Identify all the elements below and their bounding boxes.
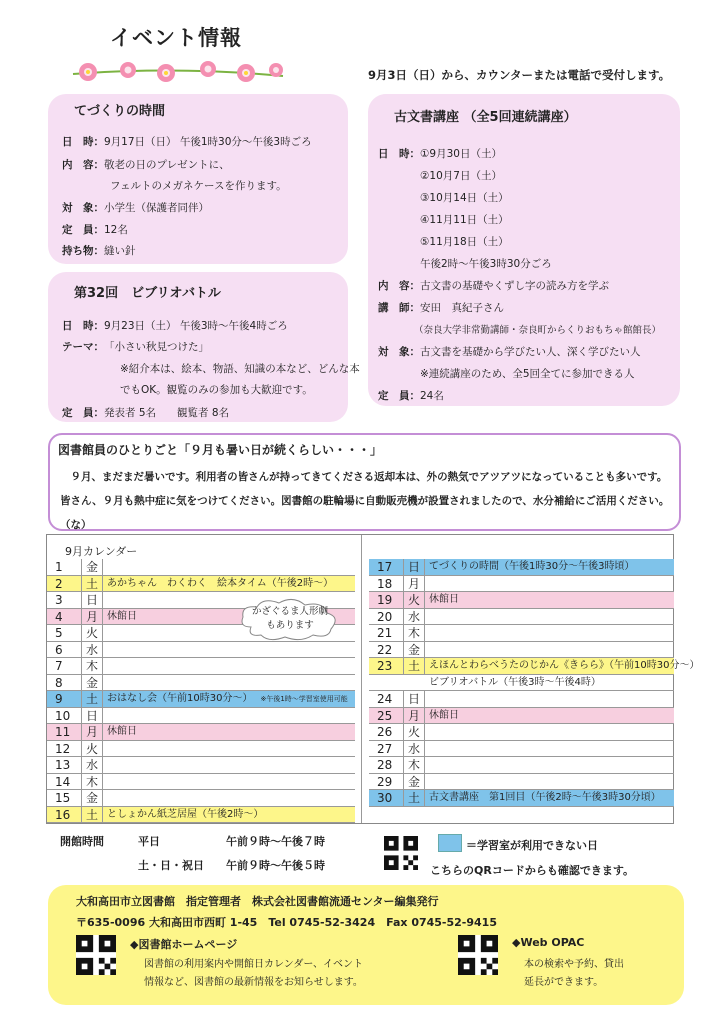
cosmos-flowers-decoration xyxy=(68,56,288,86)
calendar-day-number: 9 xyxy=(55,692,63,706)
calendar-day-number: 29 xyxy=(377,774,393,789)
calendar-day-number: 13 xyxy=(55,758,71,772)
hours-label: 開館時間 xyxy=(60,835,104,848)
komonjo-label: 講 師： xyxy=(378,302,420,314)
hours-weekday: 平日 xyxy=(138,835,160,848)
cloud-callout-text: かざぐるま人形劇 もあります xyxy=(251,606,328,631)
calendar-weekday: 木 xyxy=(81,774,103,790)
tezukuri-value: フェルトのメガネケースを作ります。 xyxy=(110,180,287,192)
hours-weekend: 土・日・祝日 xyxy=(138,859,204,872)
legend-blue-swatch xyxy=(438,834,462,852)
calendar-event xyxy=(107,724,137,740)
calendar-day-number: 17 xyxy=(377,560,393,574)
calendar-weekday: 土 xyxy=(81,807,103,823)
staff-note-box xyxy=(48,433,681,531)
calendar-day-number: 23 xyxy=(377,659,393,673)
calendar-event-text: おはなし会（午前10時30分～） xyxy=(107,693,253,704)
calendar-day-number: 30 xyxy=(377,791,393,805)
tezukuri-label: 定 員： xyxy=(62,224,104,236)
calendar-row xyxy=(369,724,674,741)
komonjo-value: 安田 真紀子さん xyxy=(420,302,504,314)
tezukuri-label: 持ち物： xyxy=(62,245,104,257)
calendar-weekday: 月 xyxy=(403,576,425,592)
calendar-weekday: 月 xyxy=(81,609,103,625)
calendar-weekday: 金 xyxy=(81,675,103,691)
calendar-event-text: 休館日 xyxy=(429,709,459,721)
calendar-weekday: 火 xyxy=(81,741,103,757)
calendar-event-text: ビブリオバトル（午後3時～午後4時） xyxy=(429,676,601,688)
komonjo-title: 古文書講座 （全5回連続講座） xyxy=(394,110,577,125)
calendar-event-text: あかちゃん わくわく 絵本タイム（午後2時～） xyxy=(107,577,334,589)
komonjo-value: ④11月11日（土） xyxy=(420,214,509,226)
footer-address: 〒635-0096 大和高田市西町 1-45 Tel 0745-52-3424 Fax 0745-52-9415 xyxy=(76,916,497,929)
footer-hp-title[interactable]: ◆図書館ホームページ xyxy=(130,938,238,951)
calendar-weekday: 水 xyxy=(403,741,425,757)
footer-opac-line1: 本の検索や予約、貸出 xyxy=(524,959,624,970)
qr-code-opac[interactable] xyxy=(458,935,498,975)
calendar-event-text: としょかん紙芝居屋（午後2時～） xyxy=(107,808,264,820)
footer-opac-title[interactable]: ◆Web OPAC xyxy=(512,936,585,949)
page-title: イベント情報 xyxy=(110,26,242,50)
calendar-row xyxy=(369,576,674,593)
calendar-event xyxy=(429,675,601,691)
reservation-note: 9月3日（日）から、カウンターまたは電話で受付します。 xyxy=(368,68,671,82)
calendar-event xyxy=(429,708,459,724)
tezukuri-label: 対 象： xyxy=(62,202,104,214)
tezukuri-label: 内 容： xyxy=(62,159,104,171)
calendar-event xyxy=(107,691,348,707)
calendar-day-number: 7 xyxy=(55,659,63,673)
bibliobattle-value: ※紹介本は、絵本、物語、知識の本など、どんな本 xyxy=(120,363,360,375)
tezukuri-box xyxy=(48,94,348,264)
calendar-row xyxy=(369,691,674,708)
komonjo-label: 定 員： xyxy=(378,390,420,402)
calendar-day-number: 5 xyxy=(55,626,63,640)
komonjo-value: 午後2時～午後3時30分ごろ xyxy=(420,258,552,270)
calendar-weekday: 土 xyxy=(403,790,425,806)
calendar-weekday: 木 xyxy=(403,625,425,641)
komonjo-value: ②10月7日（土） xyxy=(420,170,502,182)
calendar-event xyxy=(429,790,661,806)
calendar-day-number: 25 xyxy=(377,708,393,723)
footer-opac-line2: 延長ができます。 xyxy=(524,977,604,988)
calendar-row xyxy=(47,724,355,741)
calendar-row xyxy=(47,790,355,807)
calendar-event-text: えほんとわらべうたのじかん《きらら》（午前10時30分～） xyxy=(429,660,700,671)
calendar-day-number: 14 xyxy=(55,774,71,789)
calendar-weekday: 水 xyxy=(81,642,103,658)
calendar-weekday: 水 xyxy=(403,609,425,625)
calendar-row xyxy=(369,658,700,675)
footer-hp-line1: 図書館の利用案内や開館日カレンダー、イベント xyxy=(144,959,363,970)
september-calendar xyxy=(46,534,700,824)
calendar-day-number: 6 xyxy=(55,642,63,657)
calendar-row xyxy=(369,592,674,609)
calendar-title: 9月カレンダー xyxy=(65,545,138,558)
calendar-row xyxy=(369,609,674,626)
legend-text: ＝学習室が利用できない日 xyxy=(466,839,598,852)
komonjo-box xyxy=(368,94,680,406)
komonjo-value: ※連続講座のため、全5回全てに参加できる人 xyxy=(420,368,635,380)
calendar-row xyxy=(369,625,674,642)
calendar-day-number: 15 xyxy=(55,791,71,805)
calendar-weekday: 日 xyxy=(81,592,103,608)
calendar-weekday: 火 xyxy=(403,592,425,608)
calendar-row xyxy=(47,658,355,675)
calendar-weekday: 土 xyxy=(81,691,103,707)
bibliobattle-value: でもOK。観覧のみの参加も大歓迎です。 xyxy=(120,384,313,396)
calendar-row xyxy=(47,675,355,692)
footer-publisher: 大和高田市立図書館 指定管理者 株式会社図書館流通センター編集発行 xyxy=(76,895,439,908)
bibliobattle-label: テーマ： xyxy=(62,341,104,353)
calendar-event-text: 休館日 xyxy=(107,610,137,622)
calendar-day-number: 28 xyxy=(377,758,393,772)
bibliobattle-label: 定 員： xyxy=(62,407,104,419)
calendar-divider xyxy=(361,535,362,823)
calendar-event-text: てづくりの時間（午後1時30分～午後3時頃） xyxy=(429,561,635,572)
calendar-row xyxy=(47,774,355,791)
qr-code-homepage[interactable] xyxy=(76,935,116,975)
footer-box xyxy=(48,885,684,1005)
calendar-day-number: 18 xyxy=(377,576,393,591)
staff-note-heading: 図書館員のひとりごと「９月も暑い日が続くらしい・・・」 xyxy=(58,443,383,457)
calendar-row xyxy=(47,807,355,824)
komonjo-value: 古文書を基礎から学びたい人、深く学びたい人 xyxy=(420,346,641,358)
calendar-weekday: 日 xyxy=(81,708,103,724)
tezukuri-value: 敬老の日のプレゼントに、 xyxy=(104,159,230,171)
bibliobattle-label: 日 時： xyxy=(62,320,104,332)
tezukuri-value: 12名 xyxy=(104,224,128,236)
tezukuri-value: 小学生（保護者同伴） xyxy=(104,202,209,214)
staff-note-body: ９月、まだまだ暑いです。利用者の皆さんが持ってきてくださる返却本は、外の熱気でアツアツになっていることも多いです。皆さん、９月も熱中症に気をつけてください。図書館の駐輪場に自動販売機が設置されましたので、水分補給にご活用ください。（な） xyxy=(60,471,670,531)
calendar-row xyxy=(369,642,674,659)
bibliobattle-value: 「小さい秋見つけた」 xyxy=(104,341,209,353)
calendar-weekday: 金 xyxy=(81,790,103,806)
calendar-day-number: 24 xyxy=(377,692,393,706)
calendar-weekday: 金 xyxy=(403,642,425,658)
calendar-row xyxy=(369,675,674,692)
komonjo-value: （奈良大学非常勤講師・奈良町からくりおもちゃ館館長） xyxy=(414,325,662,336)
calendar-day-number: 21 xyxy=(377,626,393,640)
calendar-event xyxy=(429,559,634,575)
calendar-day-number: 19 xyxy=(377,593,393,607)
calendar-row xyxy=(47,691,355,708)
calendar-row xyxy=(47,559,355,576)
calendar-weekday: 金 xyxy=(403,774,425,790)
komonjo-value: ③10月14日（土） xyxy=(420,192,509,204)
calendar-day-number: 20 xyxy=(377,609,393,624)
calendar-event-text: 古文書講座 第1回目（午後2時～午後3時30分頃） xyxy=(429,792,661,803)
tezukuri-value: 縫い針 xyxy=(104,245,136,257)
calendar-row xyxy=(47,757,355,774)
calendar-event xyxy=(429,658,699,674)
qr-code-calendar[interactable] xyxy=(384,836,418,870)
calendar-row xyxy=(47,708,355,725)
footer-hp-line2: 情報など、図書館の最新情報をお知らせします。 xyxy=(144,977,363,988)
calendar-event-text: 休館日 xyxy=(429,594,459,605)
komonjo-label: 日 時： xyxy=(378,148,420,160)
calendar-row xyxy=(369,774,674,791)
calendar-day-number: 22 xyxy=(377,642,393,657)
calendar-row xyxy=(369,757,674,774)
calendar-weekday: 月 xyxy=(403,708,425,724)
calendar-day-number: 16 xyxy=(55,807,71,822)
qr-note: こちらのQRコードからも確認できます。 xyxy=(430,864,634,877)
calendar-event xyxy=(107,609,137,625)
bibliobattle-box xyxy=(48,272,360,422)
calendar-weekday: 水 xyxy=(81,757,103,773)
calendar-day-number: 27 xyxy=(377,741,393,756)
calendar-day-number: 3 xyxy=(55,593,63,607)
calendar-row xyxy=(47,741,355,758)
calendar-weekday: 火 xyxy=(403,724,425,740)
bibliobattle-value: 9月23日（土） 午後3時～午後4時ごろ xyxy=(104,320,288,332)
calendar-weekday: 金 xyxy=(81,559,103,575)
calendar-event xyxy=(429,592,459,608)
bibliobattle-title: 第32回 ビブリオバトル xyxy=(74,286,221,301)
hours-weekday-time: 午前９時～午後７時 xyxy=(226,835,325,848)
calendar-row xyxy=(369,559,674,576)
calendar-row xyxy=(47,576,355,593)
calendar-event xyxy=(107,576,333,592)
calendar-day-number: 1 xyxy=(55,560,63,574)
calendar-day-number: 2 xyxy=(55,576,63,591)
calendar-day-number: 12 xyxy=(55,741,71,756)
komonjo-value: 古文書の基礎やくずし字の読み方を学ぶ xyxy=(420,280,609,292)
calendar-day-number: 10 xyxy=(55,708,71,723)
komonjo-label: 内 容： xyxy=(378,280,420,292)
calendar-row xyxy=(369,708,674,725)
calendar-row xyxy=(369,790,674,807)
calendar-weekday: 月 xyxy=(81,724,103,740)
bibliobattle-value: 発表者 5名 観覧者 8名 xyxy=(104,407,230,419)
hours-weekend-time: 午前９時～午後５時 xyxy=(226,859,325,872)
calendar-weekday: 木 xyxy=(403,757,425,773)
tezukuri-value: 9月17日（日） 午後1時30分～午後3時ごろ xyxy=(104,136,312,148)
calendar-event-note: ※午後1時～学習室使用可能 xyxy=(260,695,348,703)
calendar-day-number: 11 xyxy=(55,725,71,739)
calendar-weekday: 木 xyxy=(81,658,103,674)
calendar-weekday: 日 xyxy=(403,559,425,575)
calendar-event-text: 休館日 xyxy=(107,726,137,737)
komonjo-value: 24名 xyxy=(420,390,444,402)
komonjo-value: ①9月30日（土） xyxy=(420,148,502,160)
calendar-weekday: 土 xyxy=(403,658,425,674)
calendar-weekday: 土 xyxy=(81,576,103,592)
tezukuri-label: 日 時： xyxy=(62,136,104,148)
calendar-day-number: 4 xyxy=(55,609,63,624)
komonjo-label: 対 象： xyxy=(378,346,420,358)
calendar-weekday: 日 xyxy=(403,691,425,707)
komonjo-value: ⑤11月18日（土） xyxy=(420,236,509,248)
calendar-row xyxy=(369,741,674,758)
tezukuri-title: てづくりの時間 xyxy=(74,104,166,119)
calendar-event xyxy=(107,807,263,823)
calendar-weekday: 火 xyxy=(81,625,103,641)
calendar-day-number: 26 xyxy=(377,725,393,739)
calendar-row xyxy=(47,642,355,659)
calendar-weekday xyxy=(403,675,425,691)
calendar-day-number: 8 xyxy=(55,675,63,690)
